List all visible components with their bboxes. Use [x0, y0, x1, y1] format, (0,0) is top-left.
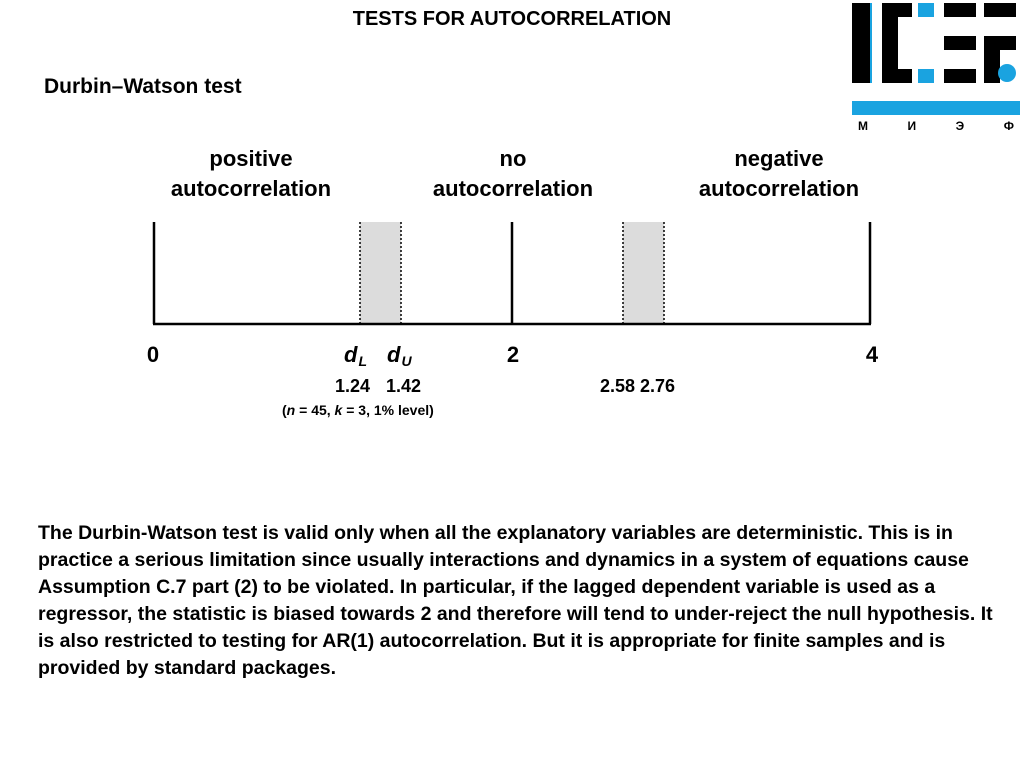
dl-value: 1.24	[335, 376, 371, 396]
region-label-none-line2: autocorrelation	[432, 176, 594, 201]
dl-label	[344, 342, 367, 369]
dl-subscript: L	[358, 353, 368, 369]
region-label-positive-line1: positive	[209, 146, 293, 171]
icef-logo	[852, 3, 1020, 133]
icef-logo-caption	[852, 119, 1020, 135]
tick-label-4: 4	[865, 342, 879, 367]
icef-logo-mark-icon	[852, 3, 1020, 98]
region-label-none-line1: no	[499, 146, 527, 171]
region-label-negative-line1: negative	[734, 146, 824, 171]
logo-caption-letter: М	[858, 119, 868, 133]
section-subtitle: Durbin–Watson test	[44, 75, 242, 98]
note-k-value: = 3, 1% level)	[342, 402, 434, 418]
du-subscript: U	[401, 353, 412, 369]
note-n: n	[286, 402, 296, 418]
dl-symbol: d	[344, 342, 358, 367]
note-open: (	[282, 402, 287, 418]
logo-caption-letter: Ф	[1003, 119, 1014, 133]
region-label-positive-line2: autocorrelation	[170, 176, 332, 201]
icef-logo-band	[852, 101, 1020, 115]
slide-title: TESTS FOR AUTOCORRELATION	[352, 8, 672, 30]
tick-label-0: 0	[146, 342, 160, 367]
sample-note	[282, 402, 434, 418]
region-label-negative-line2: autocorrelation	[698, 176, 860, 201]
inconclusive-band-lower	[360, 222, 401, 324]
note-n-value: = 45,	[295, 402, 335, 418]
du-label	[387, 342, 412, 369]
logo-caption-letter: Э	[955, 119, 965, 133]
tick-label-2: 2	[506, 342, 520, 367]
explanation-paragraph: The Durbin-Watson test is valid only when all the explanatory variables are deterministic. This is in practice a serious limitation since usually interactions and dynamics in a system of equations cause Assumption C.7 part (2) to be violated. In particular, if the lagged dependent variable is used as a regressor, the statistic is biased towards 2 and therefore will tend to under-reject the null hypothesis. It is also restricted to testing for AR(1) autocorrelation. But it is appropriate for finite samples and is provided by standard packages.	[38, 522, 993, 679]
du-value: 1.42	[386, 376, 422, 396]
upper-critical-values: 2.58 2.76	[600, 376, 676, 396]
note-k: k	[334, 402, 343, 418]
du-symbol: d	[387, 342, 401, 367]
logo-caption-letter: И	[907, 119, 917, 133]
inconclusive-band-upper	[623, 222, 664, 324]
